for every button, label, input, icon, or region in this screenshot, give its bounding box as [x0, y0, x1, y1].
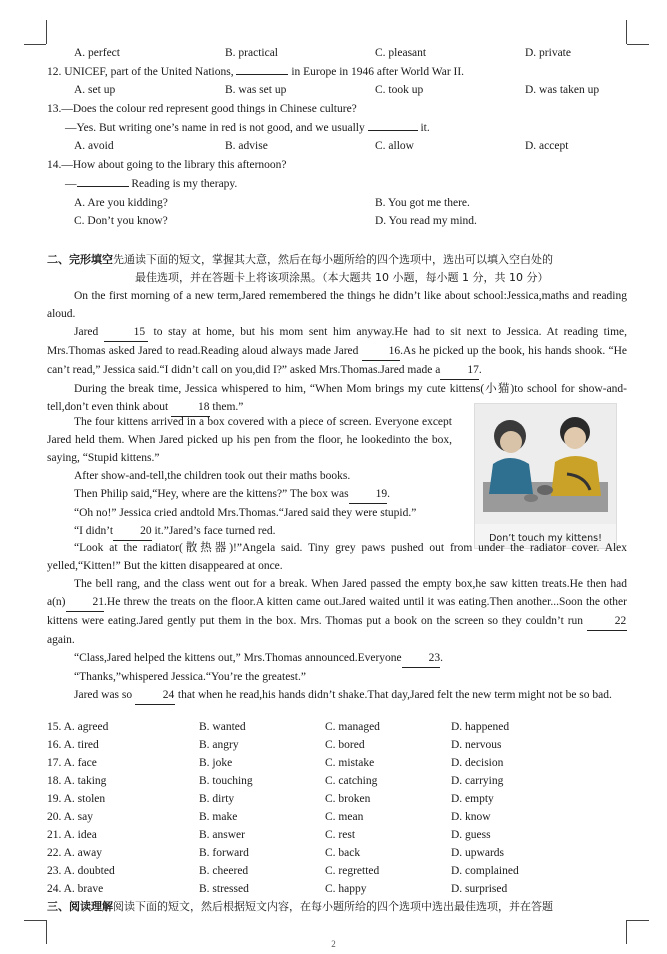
q14-stem: 14.—How about going to the library this afternoon? — [47, 159, 287, 171]
q12-option-b: B. was set up — [225, 84, 287, 96]
q13-option-c: C. allow — [375, 140, 414, 152]
q13-stem: 13.—Does the colour red represent good things in Chinese culture? — [47, 103, 357, 115]
option-d: D. happened — [451, 721, 510, 733]
option-d: D. know — [451, 811, 491, 823]
option-b: B. answer — [199, 829, 245, 841]
q13-blank — [368, 130, 418, 131]
option-b: B. angry — [199, 739, 239, 751]
option-a: 22. A. away — [47, 847, 102, 859]
option-d: D. guess — [451, 829, 491, 841]
option-a: 18. A. taking — [47, 775, 107, 787]
question-number: 24. — [47, 883, 62, 895]
option-b: B. wanted — [199, 721, 246, 733]
option-c: C. managed — [325, 721, 380, 733]
crop-mark — [24, 920, 46, 921]
option-a: 15. A. agreed — [47, 721, 109, 733]
q14-option-a: A. Are you kidding? — [74, 197, 168, 209]
question-number: 16. — [47, 739, 62, 751]
cloze-passage-middle: The four kittens arrived in a box covered with a piece of screen. Everyone except Jared held them. When Jared picked up his pen from the floor, he lookedinto the box, saying, “Stupid kittens.” After show-and-tell,the children took out their maths books. Then Philip said,“Hey, where are the kittens?” The box was 19. “Oh no!” Jessica cried andtold Mrs.Thomas.“Jared said they were stupid.” “I didn’t 20 it.”Jared’s face turned red. — [47, 413, 452, 541]
q11-option-d: D. private — [525, 47, 571, 59]
q14-response: — Reading is my therapy. — [65, 178, 238, 190]
question-number: 23. — [47, 865, 62, 877]
q11-option-a: A. perfect — [74, 47, 120, 59]
option-a: 17. A. face — [47, 757, 97, 769]
option-c: C. bored — [325, 739, 365, 751]
option-b: B. dirty — [199, 793, 235, 805]
option-c: C. mistake — [325, 757, 375, 769]
option-b: B. make — [199, 811, 238, 823]
children-kittens-drawing — [475, 404, 616, 524]
q12-option-c: C. took up — [375, 84, 424, 96]
q12-option-d: D. was taken up — [525, 84, 600, 96]
option-b: B. joke — [199, 757, 233, 769]
option-d: D. decision — [451, 757, 504, 769]
q13-option-d: D. accept — [525, 140, 569, 152]
option-b: B. touching — [199, 775, 253, 787]
q14-option-c: C. Don’t you know? — [74, 215, 168, 227]
cloze-passage-bottom: “Look at the radiator(散热器)!”Angela said. Tiny grey paws pushed out from under the radiator cover. Alex yelled,“Kitten!” But the kitten disappeared at once. The bell rang, and the class went out for a break. When Jared passed the empty box,he saw kitten treats.He then had a(n) 21.He threw the treats on the floor.A kitten came out.Jared waited until it was eating.Then another...Soon the other kittens were eating.Jared gently put them in the box. Mrs. Thomas put a book on the screen so they couldn’t run 22 again. “Class,Jared helped the kittens out,” Mrs.Thomas announced.Everyone 23. “Thanks,”whispered Jessica.“You’re the greatest.” Jared was so 24 that when he read,his hands didn’t shake.That day,Jared felt the new term might not be so bad. — [47, 539, 627, 705]
picture-caption: Don’t touch my kittens! — [489, 533, 602, 544]
option-d: D. nervous — [451, 739, 502, 751]
question-number: 20. — [47, 811, 62, 823]
q11-option-c: C. pleasant — [375, 47, 427, 59]
option-c: C. happy — [325, 883, 367, 895]
crop-mark — [626, 20, 627, 44]
q12-blank — [236, 74, 288, 75]
question-number: 17. — [47, 757, 62, 769]
question-number: 18. — [47, 775, 62, 787]
option-a: 23. A. doubted — [47, 865, 115, 877]
q13-option-a: A. avoid — [74, 140, 114, 152]
option-d: D. carrying — [451, 775, 504, 787]
kittens-illustration — [474, 403, 617, 549]
option-c: C. regretted — [325, 865, 380, 877]
option-a: 19. A. stolen — [47, 793, 106, 805]
page-number: 2 — [331, 939, 336, 949]
option-b: B. cheered — [199, 865, 249, 877]
option-a: 20. A. say — [47, 811, 94, 823]
q14-blank — [77, 186, 129, 187]
option-c: C. back — [325, 847, 361, 859]
option-c: C. broken — [325, 793, 371, 805]
q11-option-b: B. practical — [225, 47, 279, 59]
option-a: 24. A. brave — [47, 883, 104, 895]
section3-header: 三、阅读理解阅读下面的短文，然后根据短文内容，在每小题所给的四个选项中选出最佳选项，并在答题 — [47, 900, 553, 913]
cloze-passage-top: On the first morning of a new term,Jared remembered the things he didn’t like about school:Jessica,maths and reading aloud. Jared 15 to stay at home, but his mom sent him anyway.He had to sit next to Jessica. At reading time, Mrs.Thomas asked Jared to read.Reading aloud always made Jared 16.As he picked up the book, his hands shook. “He can’t read,” Jessica said.“I didn’t call on you,did I?” asked Mrs.Thomas.Jared made a 17. During the break time, Jessica whispered to him, “When Mom brings my cute kittens(小猫)to school for show-and-tell,don’t even think about 18 them.” — [47, 287, 627, 417]
option-a: 21. A. idea — [47, 829, 97, 841]
q13-response: —Yes. But writing one’s name in red is not good, and we usually it. — [65, 122, 430, 134]
crop-mark — [46, 20, 47, 44]
crop-mark — [627, 920, 649, 921]
option-d: D. surprised — [451, 883, 508, 895]
option-b: B. stressed — [199, 883, 249, 895]
option-d: D. upwards — [451, 847, 505, 859]
option-d: D. complained — [451, 865, 519, 877]
question-number: 15. — [47, 721, 62, 733]
crop-mark — [627, 44, 649, 45]
option-c: C. mean — [325, 811, 364, 823]
question-number: 21. — [47, 829, 62, 841]
q14-option-d: D. You read my mind. — [375, 215, 477, 227]
question-number: 22. — [47, 847, 62, 859]
option-c: C. rest — [325, 829, 356, 841]
q14-option-b: B. You got me there. — [375, 197, 470, 209]
q12-stem: 12. UNICEF, part of the United Nations, in Europe in 1946 after World War II. — [47, 66, 465, 78]
question-number: 19. — [47, 793, 62, 805]
option-b: B. forward — [199, 847, 249, 859]
q13-option-b: B. advise — [225, 140, 268, 152]
section2-header: 二、完形填空先通读下面的短文，掌握其大意，然后在每小题所给的四个选项中，选出可以填入空白处的 最佳选项，并在答题卡上将该项涂黑。（本大题共 10 小题，每小题 1 分，共 10 分） — [47, 253, 553, 284]
q12-option-a: A. set up — [74, 84, 116, 96]
option-a: 16. A. tired — [47, 739, 99, 751]
crop-mark — [24, 44, 46, 45]
option-d: D. empty — [451, 793, 494, 805]
option-c: C. catching — [325, 775, 378, 787]
